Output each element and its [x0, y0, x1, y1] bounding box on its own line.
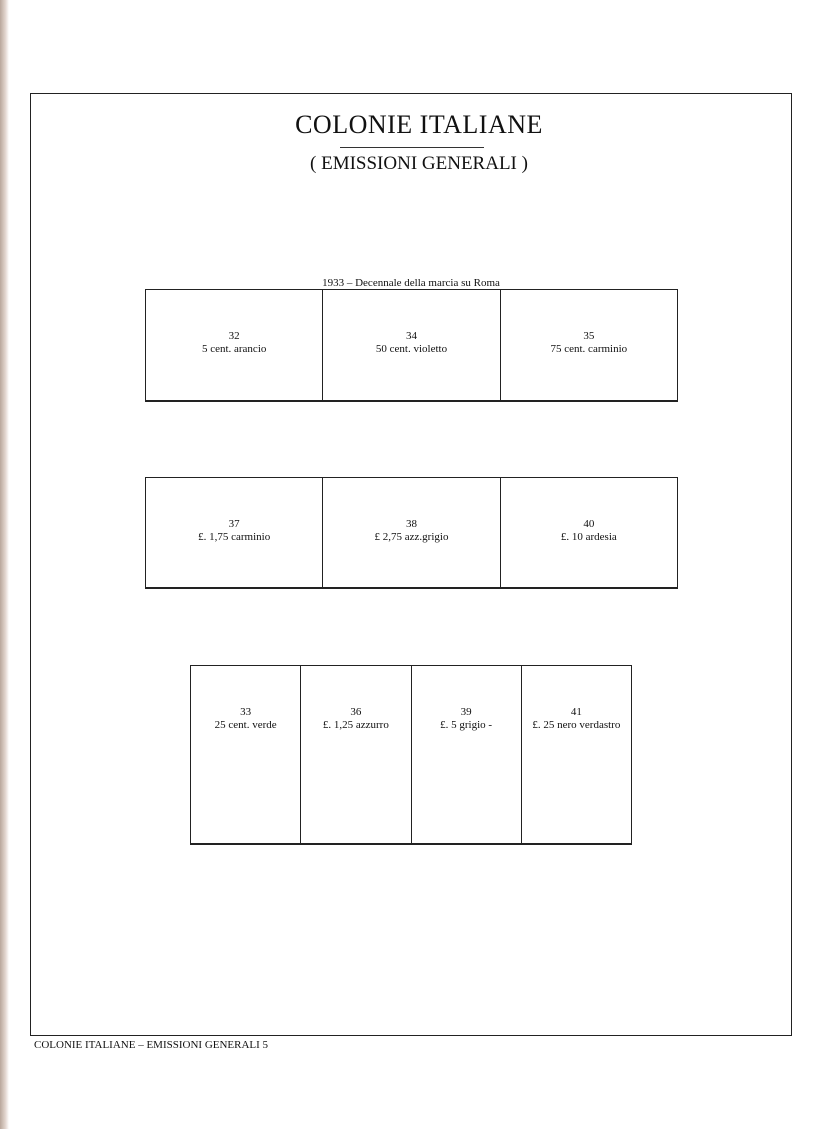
- stamp-description: 5 cent. arancio: [201, 343, 267, 355]
- stamp-description: £ 2,75 azz.grigio: [374, 531, 449, 543]
- stamp-space-38: [322, 478, 499, 587]
- stamp-description: £. 25 nero verdastro: [532, 719, 621, 731]
- stamp-number: 40: [583, 518, 595, 530]
- stamp-row-1: [145, 289, 678, 402]
- stamp-row-2: [145, 477, 678, 589]
- stamp-space-35: [500, 290, 677, 400]
- stamp-number: 41: [570, 706, 582, 718]
- stamp-description: £. 10 ardesia: [560, 531, 617, 543]
- stamp-description: £. 1,75 carminio: [198, 531, 271, 543]
- page-footer: COLONIE ITALIANE – EMISSIONI GENERALI 5: [34, 1039, 269, 1051]
- series-caption: 1933 – Decennale della marcia su Roma: [322, 277, 500, 289]
- stamp-space-32: [146, 290, 322, 400]
- stamp-space-41: [521, 666, 631, 843]
- title-underline: [340, 147, 484, 148]
- stamp-number: 34: [405, 330, 417, 342]
- stamp-space-34: [322, 290, 499, 400]
- page-subtitle: ( EMISSIONI GENERALI ): [310, 153, 528, 174]
- stamp-number: 32: [228, 330, 240, 342]
- stamp-row-3: [190, 665, 632, 845]
- stamp-description: 50 cent. violetto: [375, 343, 448, 355]
- stamp-number: 37: [228, 518, 240, 530]
- page-title: COLONIE ITALIANE: [295, 110, 543, 139]
- stamp-number: 33: [240, 706, 252, 718]
- stamp-space-33: [191, 666, 300, 843]
- stamp-space-36: [300, 666, 410, 843]
- stamp-description: 75 cent. carminio: [550, 343, 628, 355]
- stamp-space-40: [500, 478, 677, 587]
- stamp-description: 25 cent. verde: [214, 719, 277, 731]
- stamp-description: £. 1,25 azzurro: [322, 719, 389, 731]
- stamp-number: 35: [583, 330, 595, 342]
- stamp-number: 38: [405, 518, 417, 530]
- stamp-space-37: [146, 478, 322, 587]
- stamp-number: 36: [350, 706, 362, 718]
- stamp-description: £. 5 grigio -: [440, 719, 493, 731]
- stamp-space-39: [411, 666, 521, 843]
- stamp-number: 39: [460, 706, 472, 718]
